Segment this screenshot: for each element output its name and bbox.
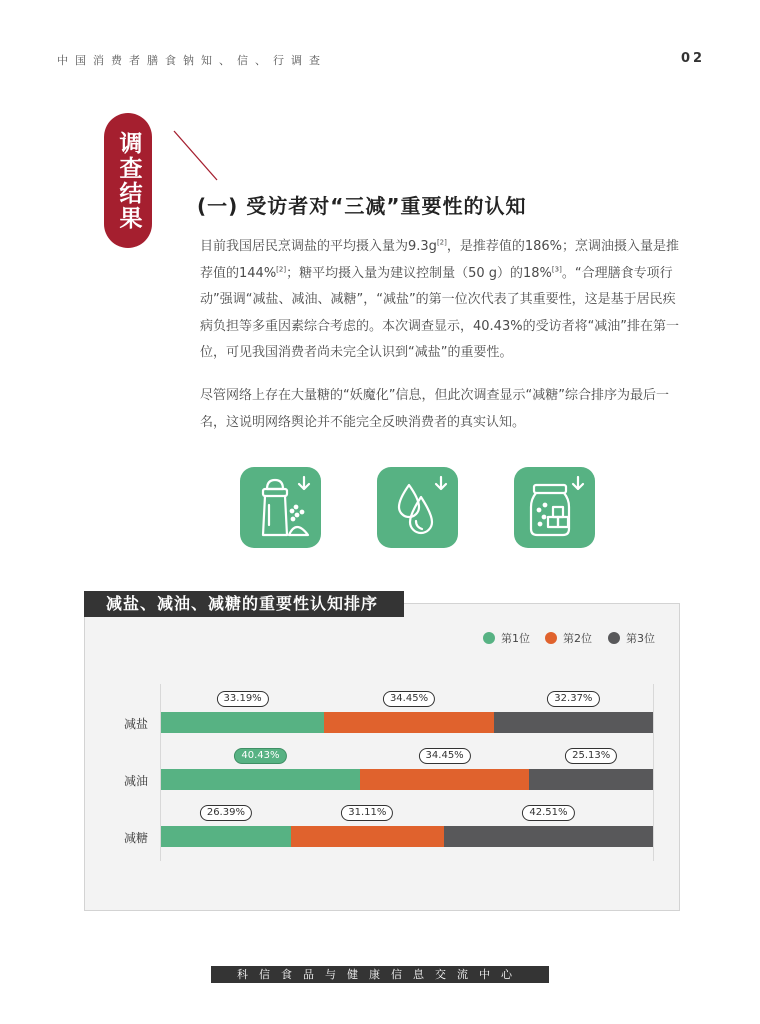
category-label-salt: 减盐 [124,717,149,731]
legend-label-first: 第1位 [501,632,530,645]
oil-drops-icon [377,467,458,548]
legend-item-second [545,630,592,646]
bar-segment [324,712,493,733]
data-label: 33.19% [217,691,269,707]
paragraph-1-text-c: ；糖平均摄入量为建议控制量（50 g）的18% [286,265,552,281]
page-number: 02 [681,51,706,66]
category-label-sugar: 减糖 [124,831,149,845]
legend-label-second: 第2位 [563,632,592,645]
reference-mark-3: [3] [551,265,562,274]
bar-segment [360,769,529,790]
chart-title: 减盐、减油、减糖的重要性认知排序 [84,591,404,617]
bar-segment [161,826,291,847]
legend-label-third: 第3位 [626,632,655,645]
section-badge-label: 调查结果 [115,130,142,231]
bar-segment [494,712,653,733]
category-label-oil: 减油 [124,774,149,788]
paragraph-1-text-a: 目前我国居民烹调盐的平均摄入量为9.3g [200,239,437,254]
legend-swatch-first [483,632,495,644]
paragraph-1-text-d: 。“合理膳食专项行动”强调“减盐、减油、减糖”，“减盐”的第一位次代表了其重要性，这是基于居民疾病负担等多重因素综合考虑的。本次调查显示，40.43%的受访者将“减油”排在第一位，可见我国消费者尚未完全认识到“减盐”的重要性。 [200,265,680,360]
data-label: 25.13% [565,748,617,764]
data-label: 40.43% [234,748,286,764]
bar-row [161,769,653,790]
data-label: 31.11% [341,805,393,821]
chart-axis-right [653,684,654,861]
data-label: 26.39% [200,805,252,821]
bar-segment [161,769,360,790]
bar-segment [529,769,653,790]
legend-item-third [608,630,655,646]
bar-segment [291,826,444,847]
legend-item-first [483,630,530,646]
footer-label: 科信食品与健康信息交流中心 [211,966,549,983]
sugar-jar-icon [514,467,595,548]
reference-mark-2a: [2] [436,238,447,247]
body-paragraph-2: 尽管网络上存在大量糖的“妖魔化”信息，但此次调查显示“减糖”综合排序为最后一名，这说明网络舆论并不能完全反映消费者的真实认知。 [200,388,669,430]
bar-segment [161,712,324,733]
legend-swatch-second [545,632,557,644]
data-label: 32.37% [547,691,599,707]
reference-mark-2b: [2] [276,265,287,274]
bar-row [161,826,653,847]
bar-row [161,712,653,733]
bar-segment [444,826,653,847]
data-label: 42.51% [522,805,574,821]
data-label: 34.45% [383,691,435,707]
data-label: 34.45% [419,748,471,764]
decorative-diagonal-line [173,130,219,182]
salt-shaker-icon [240,467,321,548]
section-badge [104,113,152,248]
section-heading: (一) 受访者对“三减”重要性的认知 [197,194,527,218]
paragraph-1-text-b: ，是推荐值的186%；烹调油摄入量是推荐值的144% [200,239,680,281]
header-title: 中国消费者膳食钠知、信、行调查 [57,54,327,67]
legend-swatch-third [608,632,620,644]
body-paragraph-1 [200,234,680,367]
